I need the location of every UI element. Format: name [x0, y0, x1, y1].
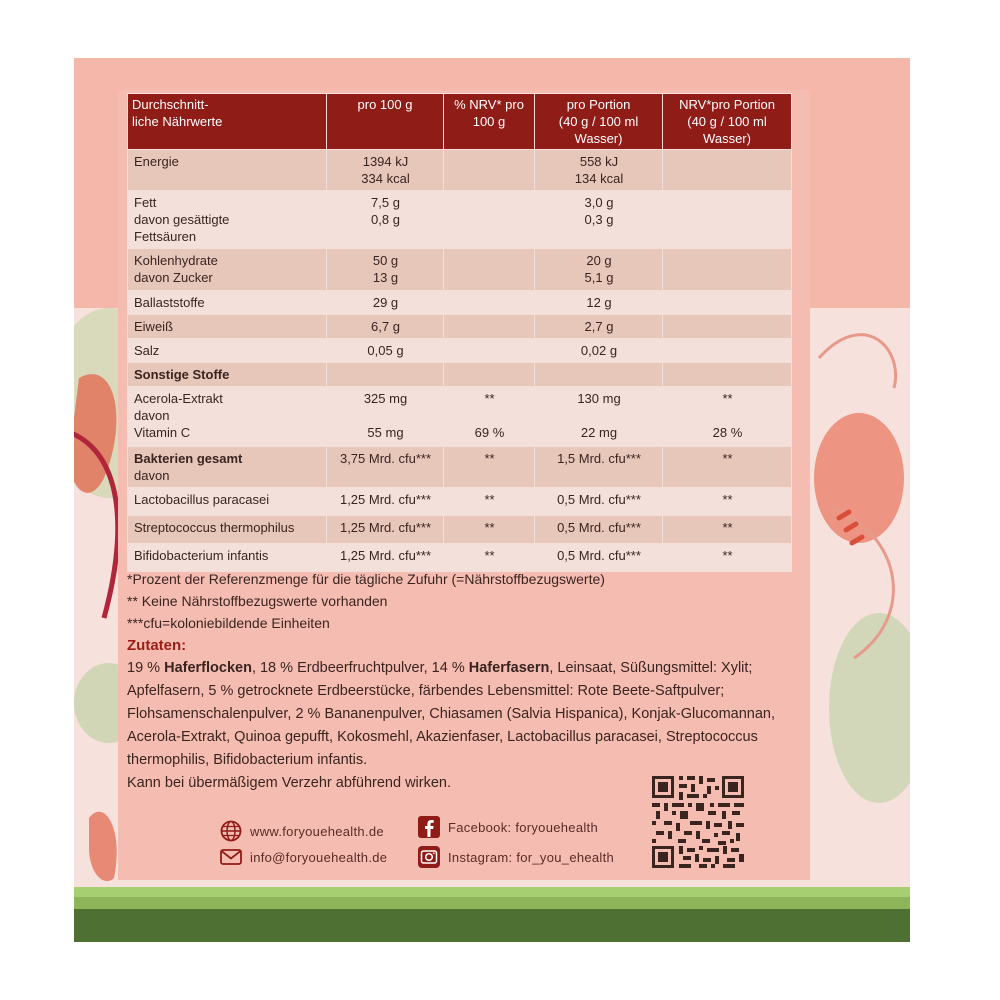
ingredients-title: Zutaten:: [127, 637, 187, 654]
website-link[interactable]: [220, 820, 384, 842]
header-nrv-100g: % NRV* pro 100 g: [444, 94, 535, 150]
cell-nrv-portion: [663, 291, 792, 315]
row-label: Eiweiß: [128, 315, 327, 339]
row-label: Kohlenhydrate davon Zucker: [128, 249, 327, 291]
cell-per-100g: 29 g: [327, 291, 444, 315]
cell-per-100g: 7,5 g 0,8 g: [327, 191, 444, 249]
footnote-no-nrv: ** Keine Nährstoffbezugswerte vorhanden: [127, 593, 388, 609]
facebook-icon: [418, 816, 440, 838]
cell-nrv-portion: [663, 363, 792, 387]
cell-per-portion: 20 g 5,1 g: [535, 249, 663, 291]
table-row: [128, 363, 792, 387]
header-nrv-portion: NRV*pro Portion (40 g / 100 ml Wasser): [663, 94, 792, 150]
cell-per-portion: 558 kJ 134 kcal: [535, 150, 663, 191]
ingredients-part: 19 %: [127, 660, 165, 676]
cell-nrv-100g: ** 69 %: [444, 387, 535, 447]
cell-nrv-100g: **: [444, 447, 535, 488]
row-label: Ballaststoffe: [128, 291, 327, 315]
table-row: [128, 249, 792, 291]
cell-nrv-portion: **: [663, 516, 792, 544]
table-row: [128, 315, 792, 339]
cell-per-portion: 0,5 Mrd. cfu***: [535, 488, 663, 516]
cell-per-100g: 1,25 Mrd. cfu***: [327, 516, 444, 544]
cell-nrv-100g: [444, 363, 535, 387]
header-nutrient: Durchschnitt- liche Nährwerte: [128, 94, 327, 150]
facebook-link[interactable]: [418, 816, 598, 838]
cell-per-portion: 130 mg 22 mg: [535, 387, 663, 447]
cell-nrv-100g: [444, 191, 535, 249]
ingredients-bold: Haferflocken: [164, 660, 252, 676]
globe-icon: [220, 820, 242, 842]
cell-nrv-100g: [444, 249, 535, 291]
row-label-sub: davon: [134, 468, 170, 483]
row-label: Lactobacillus paracasei: [128, 488, 327, 516]
cell-nrv-portion: [663, 249, 792, 291]
cell-per-100g: 6,7 g: [327, 315, 444, 339]
cell-per-100g: 325 mg 55 mg: [327, 387, 444, 447]
cell-nrv-portion: [663, 315, 792, 339]
instagram-link[interactable]: [418, 846, 614, 868]
email-link[interactable]: [220, 848, 387, 866]
facebook-text: Facebook: foryouehealth: [448, 819, 598, 835]
ingredients-part: , Leinsaat, Süßungsmittel: Xylit; Apfelfasern, 5 % getrocknete Erdbeerstücke, färbendes Lebensmittel: Rote Beete-Saftpulver; Flohsamenschalenpulver, 2 % Bananenpulver, Chiasamen (Salvia Hispanica), Konjak-Glucomannan, Acerola-Extrakt, Quinoa gepufft, Kokosmehl, Akazienfaser, Lactobacillus paracasei, Streptococcus thermophilis, Bifidobacterium infantis.: [127, 660, 776, 768]
cell-per-100g: [327, 363, 444, 387]
row-label: Acerola-Extrakt davon Vitamin C: [128, 387, 327, 447]
cell-per-portion: 12 g: [535, 291, 663, 315]
cell-nrv-portion: [663, 191, 792, 249]
cell-nrv-100g: [444, 339, 535, 363]
cell-per-100g: 3,75 Mrd. cfu***: [327, 447, 444, 488]
green-stripe-mid: [74, 897, 910, 909]
green-stripe-light: [74, 887, 910, 897]
instagram-icon: [418, 846, 440, 868]
table-row: [128, 447, 792, 488]
cell-per-portion: 0,5 Mrd. cfu***: [535, 516, 663, 544]
cell-per-portion: 0,02 g: [535, 339, 663, 363]
cell-nrv-portion: **: [663, 544, 792, 572]
row-label: Bifidobacterium infantis: [128, 544, 327, 572]
cell-nrv-100g: [444, 315, 535, 339]
table-row: [128, 150, 792, 191]
cell-nrv-100g: [444, 291, 535, 315]
cell-per-100g: 1394 kJ 334 kcal: [327, 150, 444, 191]
website-text: www.foryouehealth.de: [250, 823, 384, 839]
row-label: Fett davon gesättigte Fettsäuren: [128, 191, 327, 249]
table-header-row: [128, 94, 792, 150]
table-row: [128, 516, 792, 544]
table-row: [128, 387, 792, 447]
table-row: [128, 291, 792, 315]
cell-per-portion: 0,5 Mrd. cfu***: [535, 544, 663, 572]
table-row: [128, 191, 792, 249]
row-label: Salz: [128, 339, 327, 363]
footnote-nrv: *Prozent der Referenzmenge für die tägliche Zufuhr (=Nährstoffbezugswerte): [127, 571, 605, 587]
cell-per-100g: 0,05 g: [327, 339, 444, 363]
cell-nrv-100g: **: [444, 544, 535, 572]
cell-per-100g: 50 g 13 g: [327, 249, 444, 291]
row-label: Sonstige Stoffe: [128, 363, 327, 387]
mail-icon: [220, 848, 242, 866]
header-per-portion: pro Portion (40 g / 100 ml Wasser): [535, 94, 663, 150]
cell-nrv-portion: [663, 150, 792, 191]
row-label: Streptococcus thermophilus: [128, 516, 327, 544]
row-label-bold: Bakterien gesamt: [134, 451, 243, 466]
nutrition-table: [127, 93, 792, 572]
cell-per-100g: 1,25 Mrd. cfu***: [327, 488, 444, 516]
ingredients-text: [127, 657, 817, 795]
row-label: Energie: [128, 150, 327, 191]
instagram-text: Instagram: for_you_ehealth: [448, 849, 615, 865]
footnote-cfu: ***cfu=koloniebildende Einheiten: [127, 615, 330, 631]
cell-nrv-100g: **: [444, 516, 535, 544]
cell-per-100g: 1,25 Mrd. cfu***: [327, 544, 444, 572]
table-row: [128, 488, 792, 516]
cell-nrv-portion: **: [663, 488, 792, 516]
cell-per-portion: [535, 363, 663, 387]
cell-per-portion: 1,5 Mrd. cfu***: [535, 447, 663, 488]
footnotes: [127, 568, 605, 634]
cell-nrv-portion: [663, 339, 792, 363]
row-label: [128, 447, 327, 488]
email-text: info@foryouehealth.de: [250, 849, 388, 865]
qr-code[interactable]: [652, 776, 744, 868]
cell-nrv-100g: **: [444, 488, 535, 516]
ingredients-bold: Haferfasern: [468, 660, 550, 676]
cell-nrv-portion: ** 28 %: [663, 387, 792, 447]
cell-per-portion: 3,0 g 0,3 g: [535, 191, 663, 249]
table-row: [128, 339, 792, 363]
ingredients-part: , 18 % Erdbeerfruchtpulver, 14 %: [251, 660, 469, 676]
green-stripe-dark: [74, 909, 910, 942]
laxative-warning: Kann bei übermäßigem Verzehr abführend wirken.: [127, 775, 452, 791]
cell-nrv-portion: **: [663, 447, 792, 488]
cell-nrv-100g: [444, 150, 535, 191]
cell-per-portion: 2,7 g: [535, 315, 663, 339]
header-per-100g: pro 100 g: [327, 94, 444, 150]
